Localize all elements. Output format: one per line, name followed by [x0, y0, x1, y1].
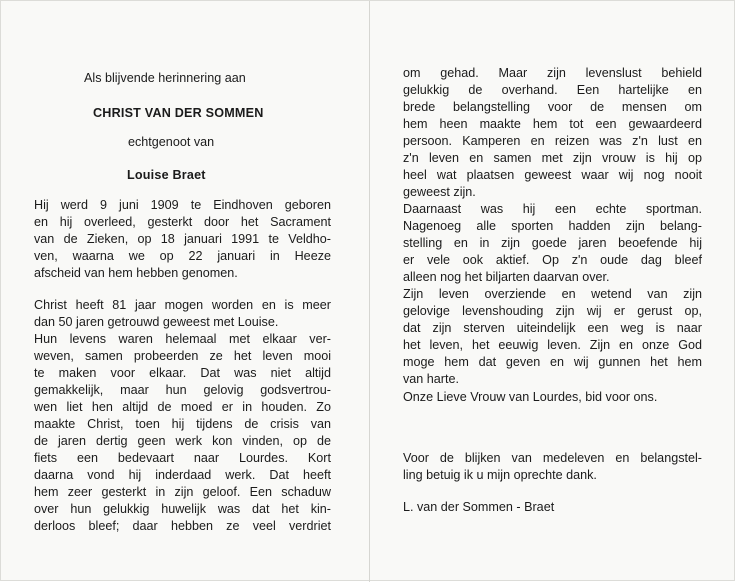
text-line: Hij werd 9 juni 1909 te Eindhoven geboren: [34, 198, 331, 212]
text-line: wen liet hen altijd de moed er in houden. Zo: [34, 400, 331, 414]
text-line: moge hem dat geven en wij gunnen het hem: [403, 355, 702, 369]
text-line: gelovige levenshouding zijn wij er gerust op,: [403, 304, 702, 318]
text-line: stelling en in zijn goede jaren beoefende hij: [403, 236, 702, 250]
text-line: Daarnaast was hij een echte sportman.: [403, 202, 702, 216]
text-line: ling betuig ik u mijn oprechte dank.: [403, 468, 597, 482]
right-panel: [369, 1, 735, 582]
text-line: z'n leven en samen met zijn vrouw is hij op: [403, 151, 702, 165]
text-line: derloos bleef; daar hebben ze veel verdriet: [34, 519, 331, 533]
text-line: Nagenoeg alle sporten hadden zijn belang-: [403, 219, 702, 233]
text-line: over hun gelukkig huwelijk was dat het kin-: [34, 502, 331, 516]
text-line: van harte.: [403, 372, 460, 386]
signature-line: L. van der Sommen - Braet: [403, 500, 555, 514]
intro-line: Als blijvende herinnering aan: [84, 71, 246, 85]
text-line: afscheid van hem hebben genomen.: [34, 266, 238, 280]
spouse-name: Louise Braet: [127, 168, 206, 182]
prayer-line: Onze Lieve Vrouw van Lourdes, bid voor ons.: [403, 390, 658, 404]
text-line: maakte Christ, toen hij tijdens de crisis van: [34, 417, 331, 431]
text-line: dan 50 jaren getrouwd geweest met Louise.: [34, 315, 279, 329]
text-line: hem heen maakte hem tot een gewaardeerd: [403, 117, 702, 131]
text-line: Hun levens waren helemaal met elkaar ver-: [34, 332, 331, 346]
text-line: geweest zijn.: [403, 185, 476, 199]
text-line: gelukkig de overhand. Een hartelijke en: [403, 83, 702, 97]
deceased-name: CHRIST VAN DER SOMMEN: [93, 106, 264, 120]
text-line: fiets een bedevaart naar Lourdes. Kort: [34, 451, 331, 465]
text-line: van de Zieken, op 18 januari 1991 te Veldho-: [34, 232, 331, 246]
text-line: daarna vond hij inderdaad werk. Dat heeft: [34, 468, 331, 482]
left-panel: [1, 1, 368, 582]
text-line: en hij overleed, gesterkt door het Sacrament: [34, 215, 331, 229]
text-line: gemakkelijk, maar hun gelovig godsvertrou-: [34, 383, 331, 397]
relation-line: echtgenoot van: [128, 135, 215, 149]
text-line: heel wat plaatsen geweest waar wij nog nooit: [403, 168, 702, 182]
text-line: brede belangstelling voor de mensen om: [403, 100, 702, 114]
text-line: weven, samen probeerden ze het leven mooi: [34, 349, 331, 363]
text-line: de jaren dertig geen werk kon vinden, op de: [34, 434, 331, 448]
text-line: Christ heeft 81 jaar mogen worden en is meer: [34, 298, 331, 312]
text-line: te maken voor elkaar. Dat was niet altijd: [34, 366, 331, 380]
text-line: alleen nog het biljarten daarvan over.: [403, 270, 610, 284]
text-line: Voor de blijken van medeleven en belangstel-: [403, 451, 702, 465]
text-line: hem zeer gesterkt in zijn geloof. Een schaduw: [34, 485, 331, 499]
text-line: dat zijn sterven uiteindelijk een weg is naar: [403, 321, 702, 335]
text-line: er vele ook aktief. Op z'n oude dag bleef: [403, 253, 702, 267]
text-line: Zijn leven overziende en wetend van zijn: [403, 287, 702, 301]
text-line: persoon. Kamperen en reizen was z'n lust en: [403, 134, 702, 148]
text-line: het leven, het eeuwig leven. Zijn en onze God: [403, 338, 702, 352]
text-line: om gehad. Maar zijn levenslust behield: [403, 66, 702, 80]
text-line: ven, waarna we op 22 januari in Heeze: [34, 249, 331, 263]
